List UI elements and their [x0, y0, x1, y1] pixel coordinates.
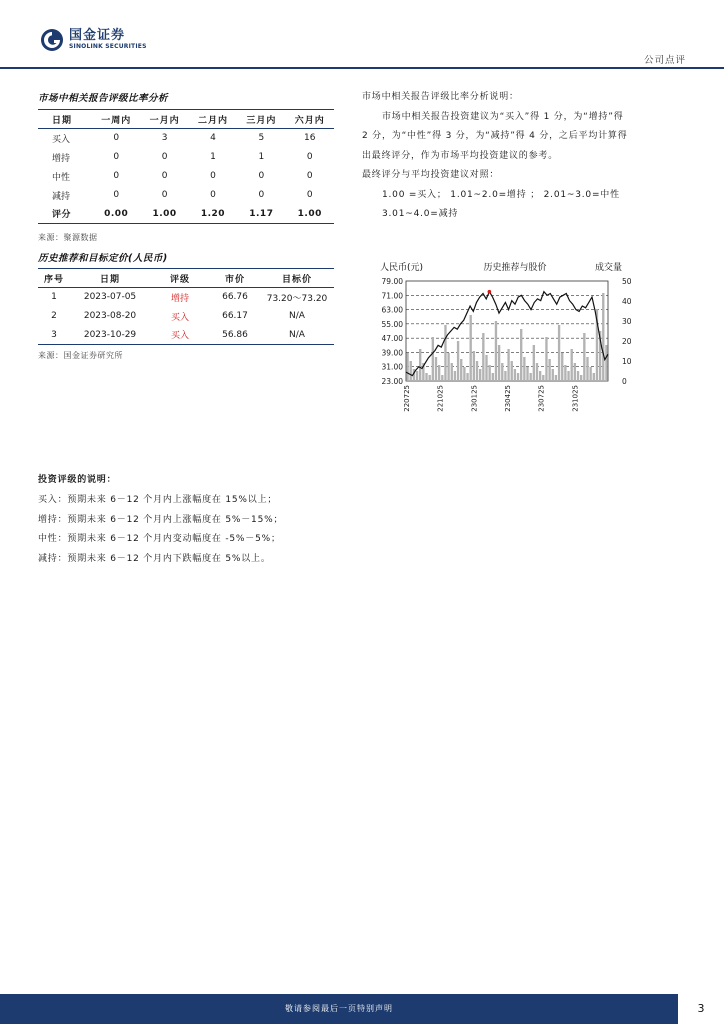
volume-bar [406, 353, 408, 381]
volume-bar [501, 363, 503, 381]
rec-target: 73.20～73.20 [266, 293, 328, 304]
table-cell: 0 [210, 171, 216, 181]
history-header-row [38, 269, 334, 288]
explanation-line: 出最终评分，作为市场平均投资建议的参考。 [362, 150, 559, 161]
table-cell: 0 [258, 190, 265, 200]
volume-bar [492, 373, 494, 381]
table-cell: 0 [161, 152, 168, 162]
rating-explanation [362, 88, 672, 225]
explanation-line: 1.00 =买入； 1.01~2.0=增持 ； 2.01~3.0=中性 [382, 189, 620, 200]
rating-stats-header-row [38, 110, 334, 129]
score-cell: 1.00 [286, 205, 334, 224]
volume-bar [580, 375, 582, 381]
history-title: 历史推荐和目标定价(人民币) [38, 253, 168, 264]
explanation-line: 3.01~4.0=减持 [382, 209, 459, 219]
volume-bar [542, 375, 544, 381]
volume-bar [507, 349, 509, 381]
volume-bar [564, 365, 566, 381]
logo-cn-text: 国金证券 [69, 28, 126, 43]
col-header: 序号 [38, 269, 70, 288]
volume-bar [410, 361, 412, 381]
volume-bar [574, 363, 576, 381]
volume-bar [470, 315, 472, 381]
price-history-chart [360, 256, 660, 426]
rec-price: 66.17 [222, 311, 248, 321]
volume-bar [488, 365, 490, 381]
volume-bar [498, 345, 500, 381]
rating-definition-line: 中性：预期未来 6－12 个月内变动幅度在 -5%－5%； [38, 534, 281, 544]
volume-bar [438, 365, 440, 381]
volume-bar [482, 333, 484, 381]
volume-bar [552, 369, 554, 381]
col-header: 六月内 [286, 110, 334, 129]
volume-bar [511, 361, 513, 381]
score-cell: 0.00 [92, 205, 140, 224]
table-cell: 0 [161, 190, 168, 200]
table-cell: 0 [113, 190, 120, 200]
x-tick-label: 230725 [537, 385, 546, 412]
volume-bar [460, 359, 462, 381]
chart-y2-axis-label: 成交量 [594, 263, 622, 273]
volume-bar [495, 321, 497, 381]
rec-rating: 增持 [170, 293, 189, 304]
volume-bar [545, 337, 547, 381]
rating-stats-title: 市场中相关报告评级比率分析 [38, 93, 169, 104]
volume-bar [454, 371, 456, 381]
x-tick-label: 221025 [436, 385, 445, 412]
volume-bar [577, 371, 579, 381]
table-cell: 3 [161, 133, 168, 144]
explanation-line: 市场中相关报告投资建议为“买入”得 1 分，为“增持”得 [382, 111, 624, 122]
table-cell: 0 [306, 171, 313, 181]
chart-title: 历史推荐与股价 [483, 263, 547, 273]
rating-definitions [38, 472, 368, 569]
y-tick-label: 71.00 [381, 291, 403, 301]
rating-definition-line: 买入：预期未来 6－12 个月内上涨幅度在 15%以上； [38, 495, 278, 505]
table-cell: 0 [113, 133, 120, 144]
explanation-title: 市场中相关报告评级比率分析说明： [362, 92, 519, 102]
x-tick-label: 231025 [571, 385, 580, 412]
volume-bar [504, 371, 506, 381]
x-tick-label: 220725 [403, 385, 411, 412]
rec-date: 2023-07-05 [83, 292, 137, 303]
page-header [0, 0, 724, 68]
row-number: 2 [51, 311, 57, 321]
volume-bar [416, 371, 418, 381]
table-cell: 5 [258, 133, 265, 144]
logo-en-text: SINOLINK SECURITIES [69, 43, 147, 50]
col-header: 市价 [210, 269, 260, 288]
table-cell: 0 [161, 171, 168, 181]
score-row [38, 205, 334, 224]
y2-tick-label: 50 [622, 277, 632, 286]
volume-bar [425, 373, 427, 381]
volume-bar [517, 373, 519, 381]
volume-bar [441, 375, 443, 381]
volume-bar [583, 333, 585, 381]
volume-bar [447, 353, 449, 381]
volume-bar [571, 349, 573, 381]
volume-bar [589, 367, 591, 381]
y-tick-label: 23.00 [381, 377, 403, 386]
score-cell: 1.00 [140, 205, 188, 224]
y-tick-label: 31.00 [381, 362, 403, 372]
volume-bar [473, 351, 475, 381]
volume-bar [451, 363, 453, 381]
rating-stats-table [38, 109, 334, 224]
row-label: 减持 [52, 191, 71, 202]
x-tick-label: 230425 [504, 385, 512, 412]
row-number: 1 [51, 292, 57, 303]
volume-bar [466, 373, 468, 381]
volume-bar [533, 345, 535, 381]
y-tick-label: 39.00 [381, 348, 403, 358]
rec-rating: 买入 [170, 312, 189, 323]
rating-stats-source: 来源：聚源数据 [38, 233, 98, 242]
y2-tick-label: 10 [622, 357, 632, 366]
table-cell: 0 [306, 190, 313, 200]
table-cell: 4 [210, 133, 216, 144]
volume-bar [463, 367, 465, 381]
volume-bar [523, 357, 525, 381]
y-tick-label: 47.00 [381, 334, 403, 344]
rec-price: 56.86 [210, 326, 260, 345]
y2-tick-label: 40 [622, 297, 632, 306]
table-row [38, 288, 334, 307]
volume-bar [593, 373, 595, 381]
volume-bar [432, 337, 434, 381]
table-cell: 0 [113, 171, 120, 181]
row-label: 中性 [52, 172, 71, 183]
table-cell: 16 [304, 133, 316, 144]
col-header: 日期 [70, 269, 150, 288]
table-cell: 0 [258, 171, 265, 181]
volume-bar [419, 349, 421, 381]
volume-bar [555, 375, 557, 381]
recommendation-marker [488, 290, 492, 294]
volume-bar [586, 357, 588, 381]
y2-tick-label: 0 [622, 377, 627, 386]
col-header: 日期 [38, 110, 92, 129]
table-cell: 0 [306, 152, 313, 162]
volume-bar [428, 375, 430, 381]
volume-bar [479, 369, 481, 381]
col-header: 目标价 [260, 269, 334, 288]
explanation-line: 2 分，为“中性”得 3 分，为“减持”得 4 分，之后平均计算得 [362, 131, 628, 141]
col-header: 一周内 [92, 110, 140, 129]
score-cell: 1.17 [237, 205, 285, 224]
explanation-line: 最终评分与平均投资建议对照： [362, 170, 500, 180]
volume-bar [605, 345, 607, 381]
document-type-label: 公司点评 [643, 55, 686, 66]
brand-logo [40, 28, 147, 52]
row-number: 3 [38, 326, 70, 345]
volume-bar [561, 353, 563, 381]
rec-target: N/A [260, 326, 334, 345]
volume-bar [539, 371, 541, 381]
col-header: 二月内 [189, 110, 237, 129]
volume-bar [602, 293, 604, 381]
table-row [38, 167, 334, 186]
score-cell: 1.20 [189, 205, 237, 224]
col-header: 评级 [150, 269, 210, 288]
rating-definitions-title: 投资评级的说明： [38, 475, 117, 485]
rating-definition-line: 增持：预期未来 6－12 个月内上涨幅度在 5%－15%； [38, 514, 284, 525]
table-cell: 0 [113, 152, 120, 162]
y-tick-label: 79.00 [381, 277, 403, 286]
col-header: 三月内 [237, 110, 285, 129]
table-row [38, 186, 334, 205]
page-number: 3 [697, 1002, 705, 1015]
chart-tick-labels [382, 277, 632, 412]
table-cell: 1 [210, 152, 216, 162]
row-label: 评分 [38, 205, 92, 224]
y-tick-label: 55.00 [381, 319, 403, 329]
volume-bar [536, 363, 538, 381]
volume-bar [485, 355, 487, 381]
y-tick-label: 63.00 [381, 305, 403, 315]
table-cell: 0 [210, 190, 216, 200]
row-label: 增持 [52, 153, 71, 164]
volume-bar [558, 325, 560, 381]
rating-definition-line: 减持：预期未来 6－12 个月内下跌幅度在 5%以上。 [38, 553, 271, 564]
col-header: 一月内 [140, 110, 188, 129]
volume-bar [476, 361, 478, 381]
history-table [38, 268, 334, 345]
table-row [38, 148, 334, 167]
rec-date: 2023-08-20 [83, 311, 137, 321]
table-row [38, 129, 334, 148]
x-tick-label: 230125 [470, 385, 479, 412]
table-row [38, 307, 334, 326]
y2-tick-label: 20 [622, 337, 632, 346]
header-divider [0, 67, 724, 69]
rec-rating: 买入 [150, 326, 210, 345]
rec-date: 2023-10-29 [70, 326, 150, 345]
volume-bar [526, 367, 528, 381]
volume-bar [444, 325, 446, 381]
table-row [38, 326, 334, 345]
volume-bar [520, 329, 522, 381]
sinolink-logo-icon [40, 28, 64, 52]
chart-y-axis-label: 人民币(元) [380, 263, 424, 273]
history-source: 来源：国金证券研究所 [38, 351, 123, 360]
volume-bar [567, 371, 569, 381]
volume-bar [435, 357, 437, 381]
volume-bar [457, 341, 459, 381]
footer-notice: 敬请参阅最后一页特别声明 [285, 1004, 393, 1013]
volume-bar [548, 359, 550, 381]
table-cell: 1 [258, 152, 265, 162]
row-label: 买入 [52, 134, 71, 145]
volume-bar [529, 373, 531, 381]
volume-bar [514, 369, 516, 381]
rec-price: 66.76 [222, 292, 248, 303]
rec-target: N/A [289, 311, 305, 321]
y2-tick-label: 30 [622, 317, 632, 326]
